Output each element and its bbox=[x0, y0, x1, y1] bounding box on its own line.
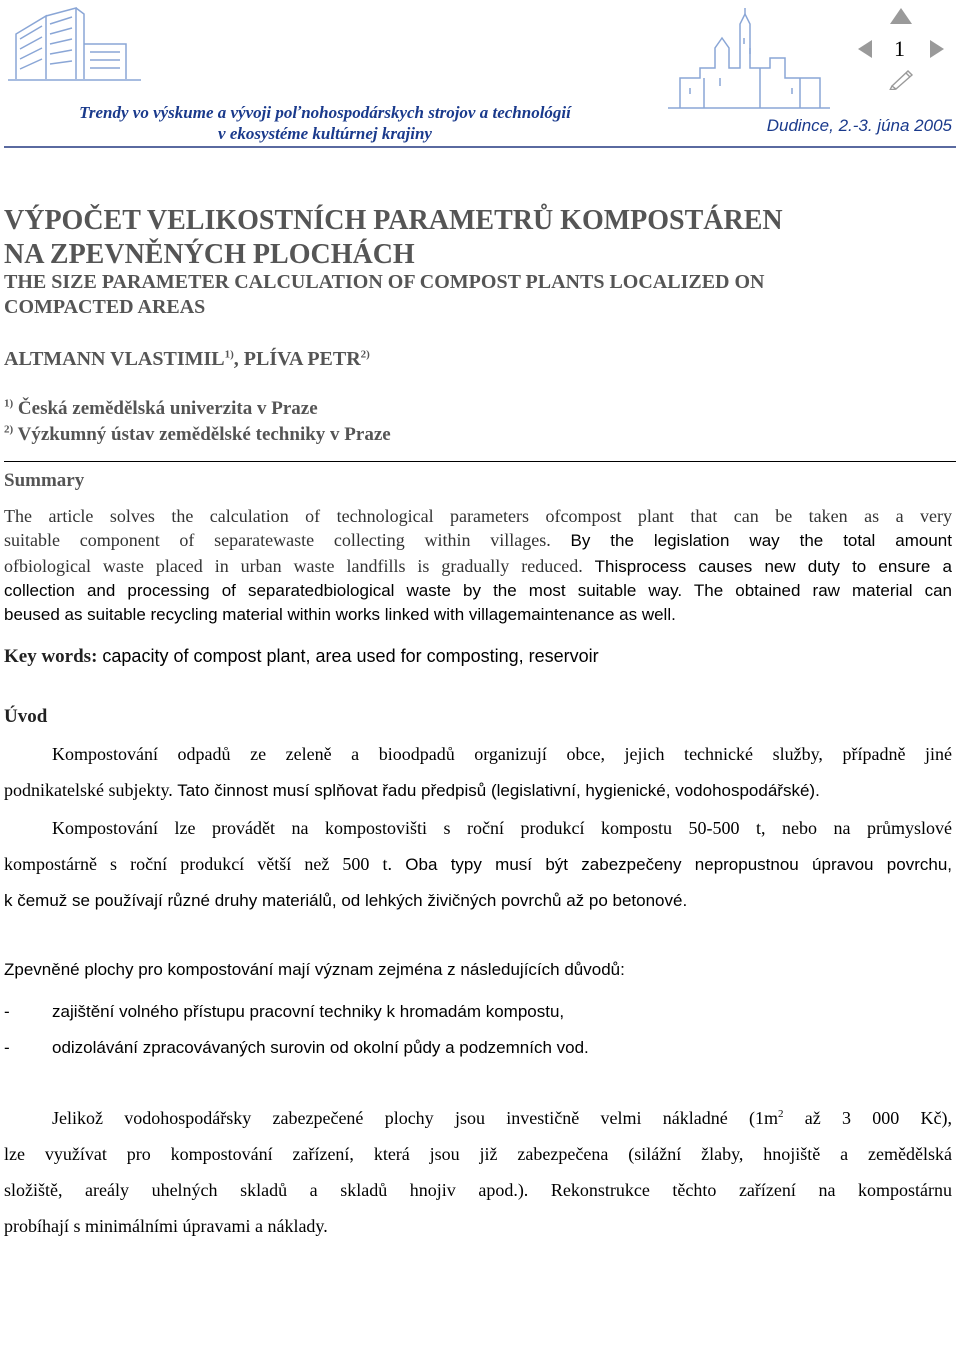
paragraph-line: probíhají s minimálními úpravami a náklady. bbox=[4, 1216, 328, 1236]
author-1: ALTMANN VLASTIMIL bbox=[4, 348, 225, 370]
university-building-logo bbox=[6, 4, 146, 84]
conference-title-line1: Trendy vo výskume a vývoji poľnohospodárskych strojov a technológií bbox=[79, 103, 571, 122]
authors bbox=[4, 348, 370, 371]
conference-title-line2: v ekosystéme kultúrnej krajiny bbox=[218, 124, 432, 143]
author-2-sup: 2) bbox=[360, 348, 370, 361]
reasons-list bbox=[4, 994, 589, 1066]
intro-paragraph-2 bbox=[4, 810, 952, 919]
summary-line: beused as suitable recycling material within works linked with villagemaintenance as well. bbox=[4, 605, 676, 625]
summary-heading: Summary bbox=[4, 470, 85, 491]
summary-line: The article solves the calculation of technological parameters ofcompost plant that can be taken as a very bbox=[4, 506, 952, 526]
keywords-label: Key words: bbox=[4, 646, 98, 667]
summary-line: suitable component of separatewaste collecting within villages. By the legislation way the total amount bbox=[4, 530, 952, 551]
paper-title-czech bbox=[4, 204, 954, 272]
intro-paragraph-3: Zpevněné plochy pro kompostování mají význam zejména z následujících důvodů: bbox=[4, 960, 625, 979]
keywords-text: capacity of compost plant, area used for composting, reservoir bbox=[97, 646, 599, 666]
author-sep: , bbox=[233, 348, 244, 370]
paragraph-line: podnikatelské subjekty. Tato činnost musí splňovat řadu předpisů (legislativní, hygienické, vodohospodářské). bbox=[4, 780, 820, 800]
title-en-line2: COMPACTED AREAS bbox=[4, 296, 206, 318]
paper-title-english bbox=[4, 270, 954, 320]
page-navigation bbox=[858, 6, 954, 96]
conference-date: Dudince, 2.-3. júna 2005 bbox=[766, 116, 952, 135]
title-en-line1: THE SIZE PARAMETER CALCULATION OF COMPOST PLANTS LOCALIZED ON bbox=[4, 271, 765, 293]
intro-paragraph-1 bbox=[4, 736, 952, 809]
paragraph-line: lze využívat pro kompostování zařízení, která jsou již zabezpečena (silážní žlaby, hnojiště a zemědělská bbox=[4, 1144, 952, 1164]
title-cz-line2: NA ZPEVNĚNÝCH PLOCHÁCH bbox=[4, 239, 415, 270]
paragraph-line: k čemuž se používají různé druhy materiálů, od lehkých živičných povrchů až po betonové. bbox=[4, 891, 688, 910]
paragraph-line: Jelikož vodohospodářsky zabezpečené plochy jsou investičně velmi nákladné ($1m^2$ až 3 000 Kč), bbox=[52, 1108, 952, 1128]
castle-logo bbox=[660, 8, 840, 112]
page-number: 1 bbox=[894, 36, 905, 61]
author-1-sup: 1) bbox=[224, 348, 234, 361]
keywords bbox=[4, 646, 599, 668]
conference-title bbox=[0, 102, 650, 144]
intro-heading: Úvod bbox=[4, 706, 48, 727]
pencil-icon[interactable] bbox=[888, 66, 916, 90]
author-2: PLÍVA PETR bbox=[243, 348, 361, 370]
paragraph-line: Kompostování odpadů ze zeleně a bioodpadů organizují obce, jejich technické služby, případně jiné bbox=[52, 744, 952, 764]
arrow-right-icon[interactable] bbox=[930, 40, 944, 58]
paragraph-line: Kompostování lze provádět na kompostovišti s roční produkcí kompostu 50-500 t, nebo na průmyslové bbox=[52, 818, 952, 838]
arrow-up-icon[interactable] bbox=[890, 8, 912, 24]
list-item: - odizolávání zpracovávaných surovin od okolní půdy a podzemních vod. bbox=[4, 1038, 589, 1057]
summary-line: ofbiological waste placed in urban waste landfills is gradually reduced. Thisprocess causes new duty to ensure a bbox=[4, 555, 952, 576]
intro-paragraph-4 bbox=[4, 1100, 952, 1244]
header-divider bbox=[4, 146, 956, 148]
paragraph-line: složiště, areály uhelných skladů a skladů hnojiv apod.). Rekonstrukce těchto zařízení na kompostárnu bbox=[4, 1180, 952, 1200]
arrow-left-icon[interactable] bbox=[858, 40, 872, 58]
summary-divider bbox=[4, 461, 956, 462]
title-cz-line1: VÝPOČET VELIKOSTNÍCH PARAMETRŮ KOMPOSTÁREN bbox=[4, 205, 783, 236]
paragraph-line: kompostárně s roční produkcí větší než 500 t. Oba typy musí být zabezpečeny nepropustnou úpravou povrchu, bbox=[4, 854, 952, 874]
summary-line: collection and processing of separatedbiological waste by the most suitable way. The obtained raw material can bbox=[4, 580, 952, 600]
affiliation-2: $^{2)}$ Výzkumný ústav zemědělské techniky v Praze bbox=[4, 423, 391, 445]
affiliations bbox=[4, 396, 391, 448]
summary-text bbox=[4, 504, 952, 627]
affiliation-1: $^{1)}$ Česká zemědělská univerzita v Praze bbox=[4, 397, 318, 419]
list-item: - zajištění volného přístupu pracovní techniky k hromadám kompostu, bbox=[4, 1002, 565, 1021]
